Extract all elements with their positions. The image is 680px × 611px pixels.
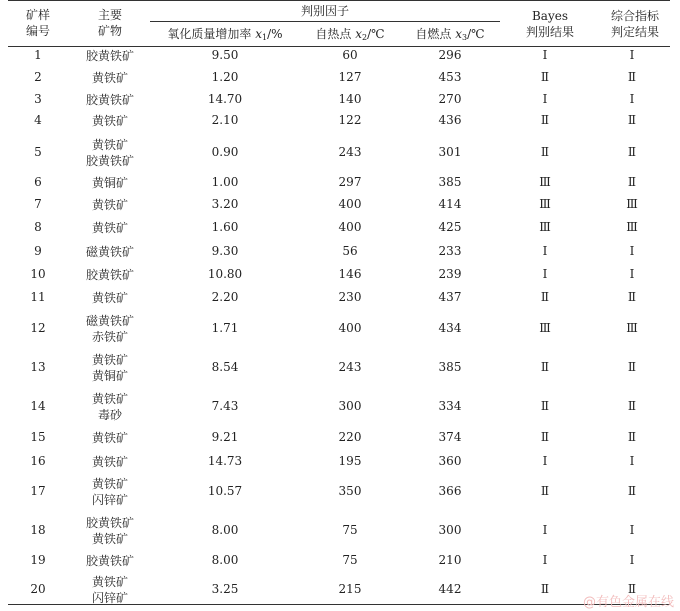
- cell-no: 19: [30, 553, 46, 567]
- cell-no: 5: [34, 145, 42, 159]
- cell-no: 12: [30, 321, 46, 335]
- cell-no: 4: [34, 113, 42, 127]
- cell-x1: 1.00: [211, 175, 239, 189]
- cell-x2: 220: [338, 430, 362, 444]
- watermark: @有色金属在线: [582, 595, 674, 610]
- cell-x2: 75: [342, 523, 358, 537]
- cell-mineral: [80, 48, 140, 64]
- cell-x2: 140: [338, 92, 362, 106]
- mineral-line: 黄铁矿: [91, 575, 128, 589]
- cell-x1: 9.30: [211, 244, 239, 258]
- header-x3-text: 自燃点: [415, 27, 456, 41]
- header-x3-sub: 3: [462, 33, 468, 42]
- cell-x1: 10.80: [207, 267, 243, 281]
- cell-no: 3: [34, 92, 42, 106]
- cell-no: 17: [30, 484, 46, 498]
- header-composite-line2: 判定结果: [610, 25, 659, 39]
- cell-bayes: Ⅱ: [540, 582, 550, 596]
- cell-mineral: [80, 352, 140, 384]
- cell-bayes: Ⅰ: [542, 454, 548, 468]
- cell-x1: 3.25: [211, 582, 239, 596]
- mineral-line: 黄铁矿: [91, 392, 128, 406]
- cell-x1: 9.50: [211, 48, 239, 62]
- cell-no: 15: [30, 430, 46, 444]
- cell-comp: Ⅰ: [629, 48, 635, 62]
- cell-x1: 9.21: [211, 430, 239, 444]
- cell-no: 8: [34, 220, 42, 234]
- cell-no: 11: [30, 290, 46, 304]
- cell-comp: Ⅱ: [627, 484, 637, 498]
- cell-x3: 360: [438, 454, 462, 468]
- cell-bayes: Ⅲ: [539, 175, 551, 189]
- cell-no: 6: [34, 175, 42, 189]
- mineral-line: 黄铁矿: [91, 198, 128, 212]
- cell-x1: 2.10: [211, 113, 239, 127]
- header-main-mineral-line2: 矿物: [97, 24, 122, 38]
- header-composite-line1: 综合指标: [610, 9, 659, 23]
- cell-mineral: [80, 574, 140, 606]
- cell-bayes: Ⅱ: [540, 290, 550, 304]
- cell-comp: Ⅲ: [626, 197, 638, 211]
- cell-x1: 14.73: [207, 454, 243, 468]
- cell-bayes: Ⅲ: [539, 220, 551, 234]
- cell-x3: 210: [438, 553, 462, 567]
- cell-mineral: [80, 175, 140, 191]
- cell-comp: Ⅲ: [626, 220, 638, 234]
- header-x1-unit: /%: [267, 27, 283, 41]
- header-x3-unit: /℃: [467, 27, 485, 41]
- cell-x3: 436: [438, 113, 462, 127]
- cell-x2: 56: [342, 244, 358, 258]
- cell-x1: 3.20: [211, 197, 239, 211]
- cell-x2: 127: [338, 70, 362, 84]
- cell-x2: 400: [338, 197, 362, 211]
- cell-bayes: Ⅰ: [542, 523, 548, 537]
- cell-no: 9: [34, 244, 42, 258]
- cell-mineral: [80, 267, 140, 283]
- cell-comp: Ⅱ: [627, 399, 637, 413]
- cell-comp: Ⅱ: [627, 70, 637, 84]
- cell-x2: 400: [338, 220, 362, 234]
- cell-bayes: Ⅰ: [542, 92, 548, 106]
- cell-x3: 437: [438, 290, 462, 304]
- cell-x3: 442: [438, 582, 462, 596]
- header-sample-no-line2: 编号: [25, 24, 50, 38]
- cell-comp: Ⅱ: [627, 145, 637, 159]
- cell-mineral: [80, 290, 140, 306]
- mineral-line: 黄铁矿: [91, 138, 128, 152]
- cell-x1: 1.71: [211, 321, 239, 335]
- header-x1: [150, 27, 300, 45]
- cell-comp: Ⅱ: [627, 113, 637, 127]
- cell-bayes: Ⅱ: [540, 484, 550, 498]
- mineral-line: 胶黄铁矿: [85, 49, 134, 63]
- cell-x1: 1.20: [211, 70, 239, 84]
- cell-mineral: [80, 476, 140, 508]
- cell-x3: 300: [438, 523, 462, 537]
- cell-x2: 300: [338, 399, 362, 413]
- header-x2-var: x: [355, 27, 363, 41]
- cell-x3: 374: [438, 430, 462, 444]
- cell-mineral: [80, 92, 140, 108]
- header-x3-var: x: [455, 27, 463, 41]
- mineral-line: 赤铁矿: [91, 330, 128, 344]
- cell-bayes: Ⅲ: [539, 321, 551, 335]
- cell-no: 10: [30, 267, 46, 281]
- cell-comp: Ⅱ: [627, 430, 637, 444]
- cell-x2: 146: [338, 267, 362, 281]
- cell-x1: 0.90: [211, 145, 239, 159]
- cell-bayes: Ⅰ: [542, 267, 548, 281]
- mineral-line: 胶黄铁矿: [85, 516, 134, 530]
- mineral-line: 黄铁矿: [91, 353, 128, 367]
- cell-x1: 8.00: [211, 523, 239, 537]
- cell-no: 2: [34, 70, 42, 84]
- cell-x3: 414: [438, 197, 462, 211]
- cell-comp: Ⅰ: [629, 244, 635, 258]
- cell-bayes: Ⅰ: [542, 48, 548, 62]
- mineral-line: 黄铁矿: [91, 71, 128, 85]
- mineral-line: 胶黄铁矿: [85, 93, 134, 107]
- cell-x3: 385: [438, 360, 462, 374]
- cell-x1: 1.60: [211, 220, 239, 234]
- cell-bayes: Ⅱ: [540, 399, 550, 413]
- cell-mineral: [80, 454, 140, 470]
- cell-mineral: [80, 391, 140, 423]
- cell-x2: 122: [338, 113, 362, 127]
- header-x2-text: 自热点: [315, 27, 356, 41]
- cell-comp: Ⅰ: [629, 92, 635, 106]
- cell-no: 14: [30, 399, 46, 413]
- cell-x3: 270: [438, 92, 462, 106]
- cell-x3: 453: [438, 70, 462, 84]
- header-bayes-line2: 判别结果: [525, 25, 574, 39]
- factor-group-rule: [150, 21, 500, 22]
- mineral-line: 黄铁矿: [91, 477, 128, 491]
- cell-bayes: Ⅱ: [540, 145, 550, 159]
- mineral-line: 胶黄铁矿: [85, 268, 134, 282]
- cell-x1: 8.54: [211, 360, 239, 374]
- mineral-line: 磁黄铁矿: [85, 245, 134, 259]
- cell-x3: 366: [438, 484, 462, 498]
- mineral-line: 黄铁矿: [91, 532, 128, 546]
- mineral-line: 黄铁矿: [91, 114, 128, 128]
- cell-x1: 7.43: [211, 399, 239, 413]
- cell-no: 13: [30, 360, 46, 374]
- cell-x2: 60: [342, 48, 358, 62]
- cell-no: 1: [34, 48, 42, 62]
- cell-mineral: [80, 244, 140, 260]
- cell-bayes: Ⅱ: [540, 430, 550, 444]
- cell-comp: Ⅰ: [629, 454, 635, 468]
- cell-mineral: [80, 70, 140, 86]
- cell-bayes: Ⅲ: [539, 197, 551, 211]
- cell-x2: 350: [338, 484, 362, 498]
- top-rule: [8, 0, 670, 1]
- header-bayes-line1: Bayes: [531, 9, 568, 23]
- mineral-line: 胶黄铁矿: [85, 554, 134, 568]
- cell-x2: 297: [338, 175, 362, 189]
- mineral-line: 闪锌矿: [91, 493, 128, 507]
- mineral-line: 黄铁矿: [91, 455, 128, 469]
- header-x1-text: 氧化质量增加率: [167, 27, 256, 41]
- cell-bayes: Ⅱ: [540, 70, 550, 84]
- cell-mineral: [80, 430, 140, 446]
- cell-mineral: [80, 220, 140, 236]
- cell-x3: 301: [438, 145, 462, 159]
- cell-bayes: Ⅰ: [542, 244, 548, 258]
- cell-x1: 10.57: [207, 484, 243, 498]
- cell-comp: Ⅱ: [627, 582, 637, 596]
- mineral-line: 黄铁矿: [91, 291, 128, 305]
- cell-comp: Ⅱ: [627, 175, 637, 189]
- cell-mineral: [80, 113, 140, 129]
- header-sample-no-line1: 矿样: [25, 8, 50, 22]
- cell-x2: 243: [338, 360, 362, 374]
- cell-no: 18: [30, 523, 46, 537]
- cell-x1: 8.00: [211, 553, 239, 567]
- mineral-line: 黄铜矿: [91, 176, 128, 190]
- mineral-line: 磁黄铁矿: [85, 314, 134, 328]
- header-x1-sub: 1: [262, 33, 268, 42]
- cell-comp: Ⅱ: [627, 360, 637, 374]
- cell-x3: 385: [438, 175, 462, 189]
- cell-x2: 400: [338, 321, 362, 335]
- cell-x3: 239: [438, 267, 462, 281]
- header-x1-var: x: [255, 27, 263, 41]
- cell-x2: 230: [338, 290, 362, 304]
- cell-comp: Ⅱ: [627, 290, 637, 304]
- cell-mineral: [80, 313, 140, 345]
- header-bayes: [510, 8, 590, 40]
- header-x2-unit: /℃: [367, 27, 385, 41]
- cell-bayes: Ⅱ: [540, 113, 550, 127]
- cell-mineral: [80, 553, 140, 569]
- cell-x2: 243: [338, 145, 362, 159]
- cell-no: 16: [30, 454, 46, 468]
- cell-comp: Ⅰ: [629, 553, 635, 567]
- cell-x3: 434: [438, 321, 462, 335]
- cell-x3: 334: [438, 399, 462, 413]
- cell-bayes: Ⅱ: [540, 360, 550, 374]
- header-bottom-rule: [8, 46, 670, 47]
- cell-x3: 296: [438, 48, 462, 62]
- header-composite: [595, 8, 675, 40]
- cell-x1: 2.20: [211, 290, 239, 304]
- mineral-line: 黄铁矿: [91, 431, 128, 445]
- cell-no: 20: [30, 582, 46, 596]
- header-main-mineral-line1: 主要: [97, 8, 122, 22]
- cell-mineral: [80, 197, 140, 213]
- cell-comp: Ⅲ: [626, 321, 638, 335]
- cell-comp: Ⅰ: [629, 267, 635, 281]
- cell-bayes: Ⅰ: [542, 553, 548, 567]
- mineral-line: 毒砂: [97, 408, 122, 422]
- cell-comp: Ⅰ: [629, 523, 635, 537]
- mineral-line: 黄铜矿: [91, 369, 128, 383]
- cell-x2: 75: [342, 553, 358, 567]
- mineral-line: 闪锌矿: [91, 591, 128, 605]
- header-sample-no: [18, 7, 58, 39]
- header-factor-group: 判别因子: [300, 4, 349, 18]
- cell-x2: 195: [338, 454, 362, 468]
- cell-x2: 215: [338, 582, 362, 596]
- cell-x1: 14.70: [207, 92, 243, 106]
- cell-mineral: [80, 515, 140, 547]
- header-main-mineral: [80, 7, 140, 39]
- cell-x3: 425: [438, 220, 462, 234]
- mineral-line: 黄铁矿: [91, 221, 128, 235]
- mineral-line: 胶黄铁矿: [85, 154, 134, 168]
- header-x2: [300, 27, 400, 45]
- header-x3: [400, 27, 500, 45]
- header-x2-sub: 2: [362, 33, 368, 42]
- cell-x3: 233: [438, 244, 462, 258]
- cell-mineral: [80, 137, 140, 169]
- cell-no: 7: [34, 197, 42, 211]
